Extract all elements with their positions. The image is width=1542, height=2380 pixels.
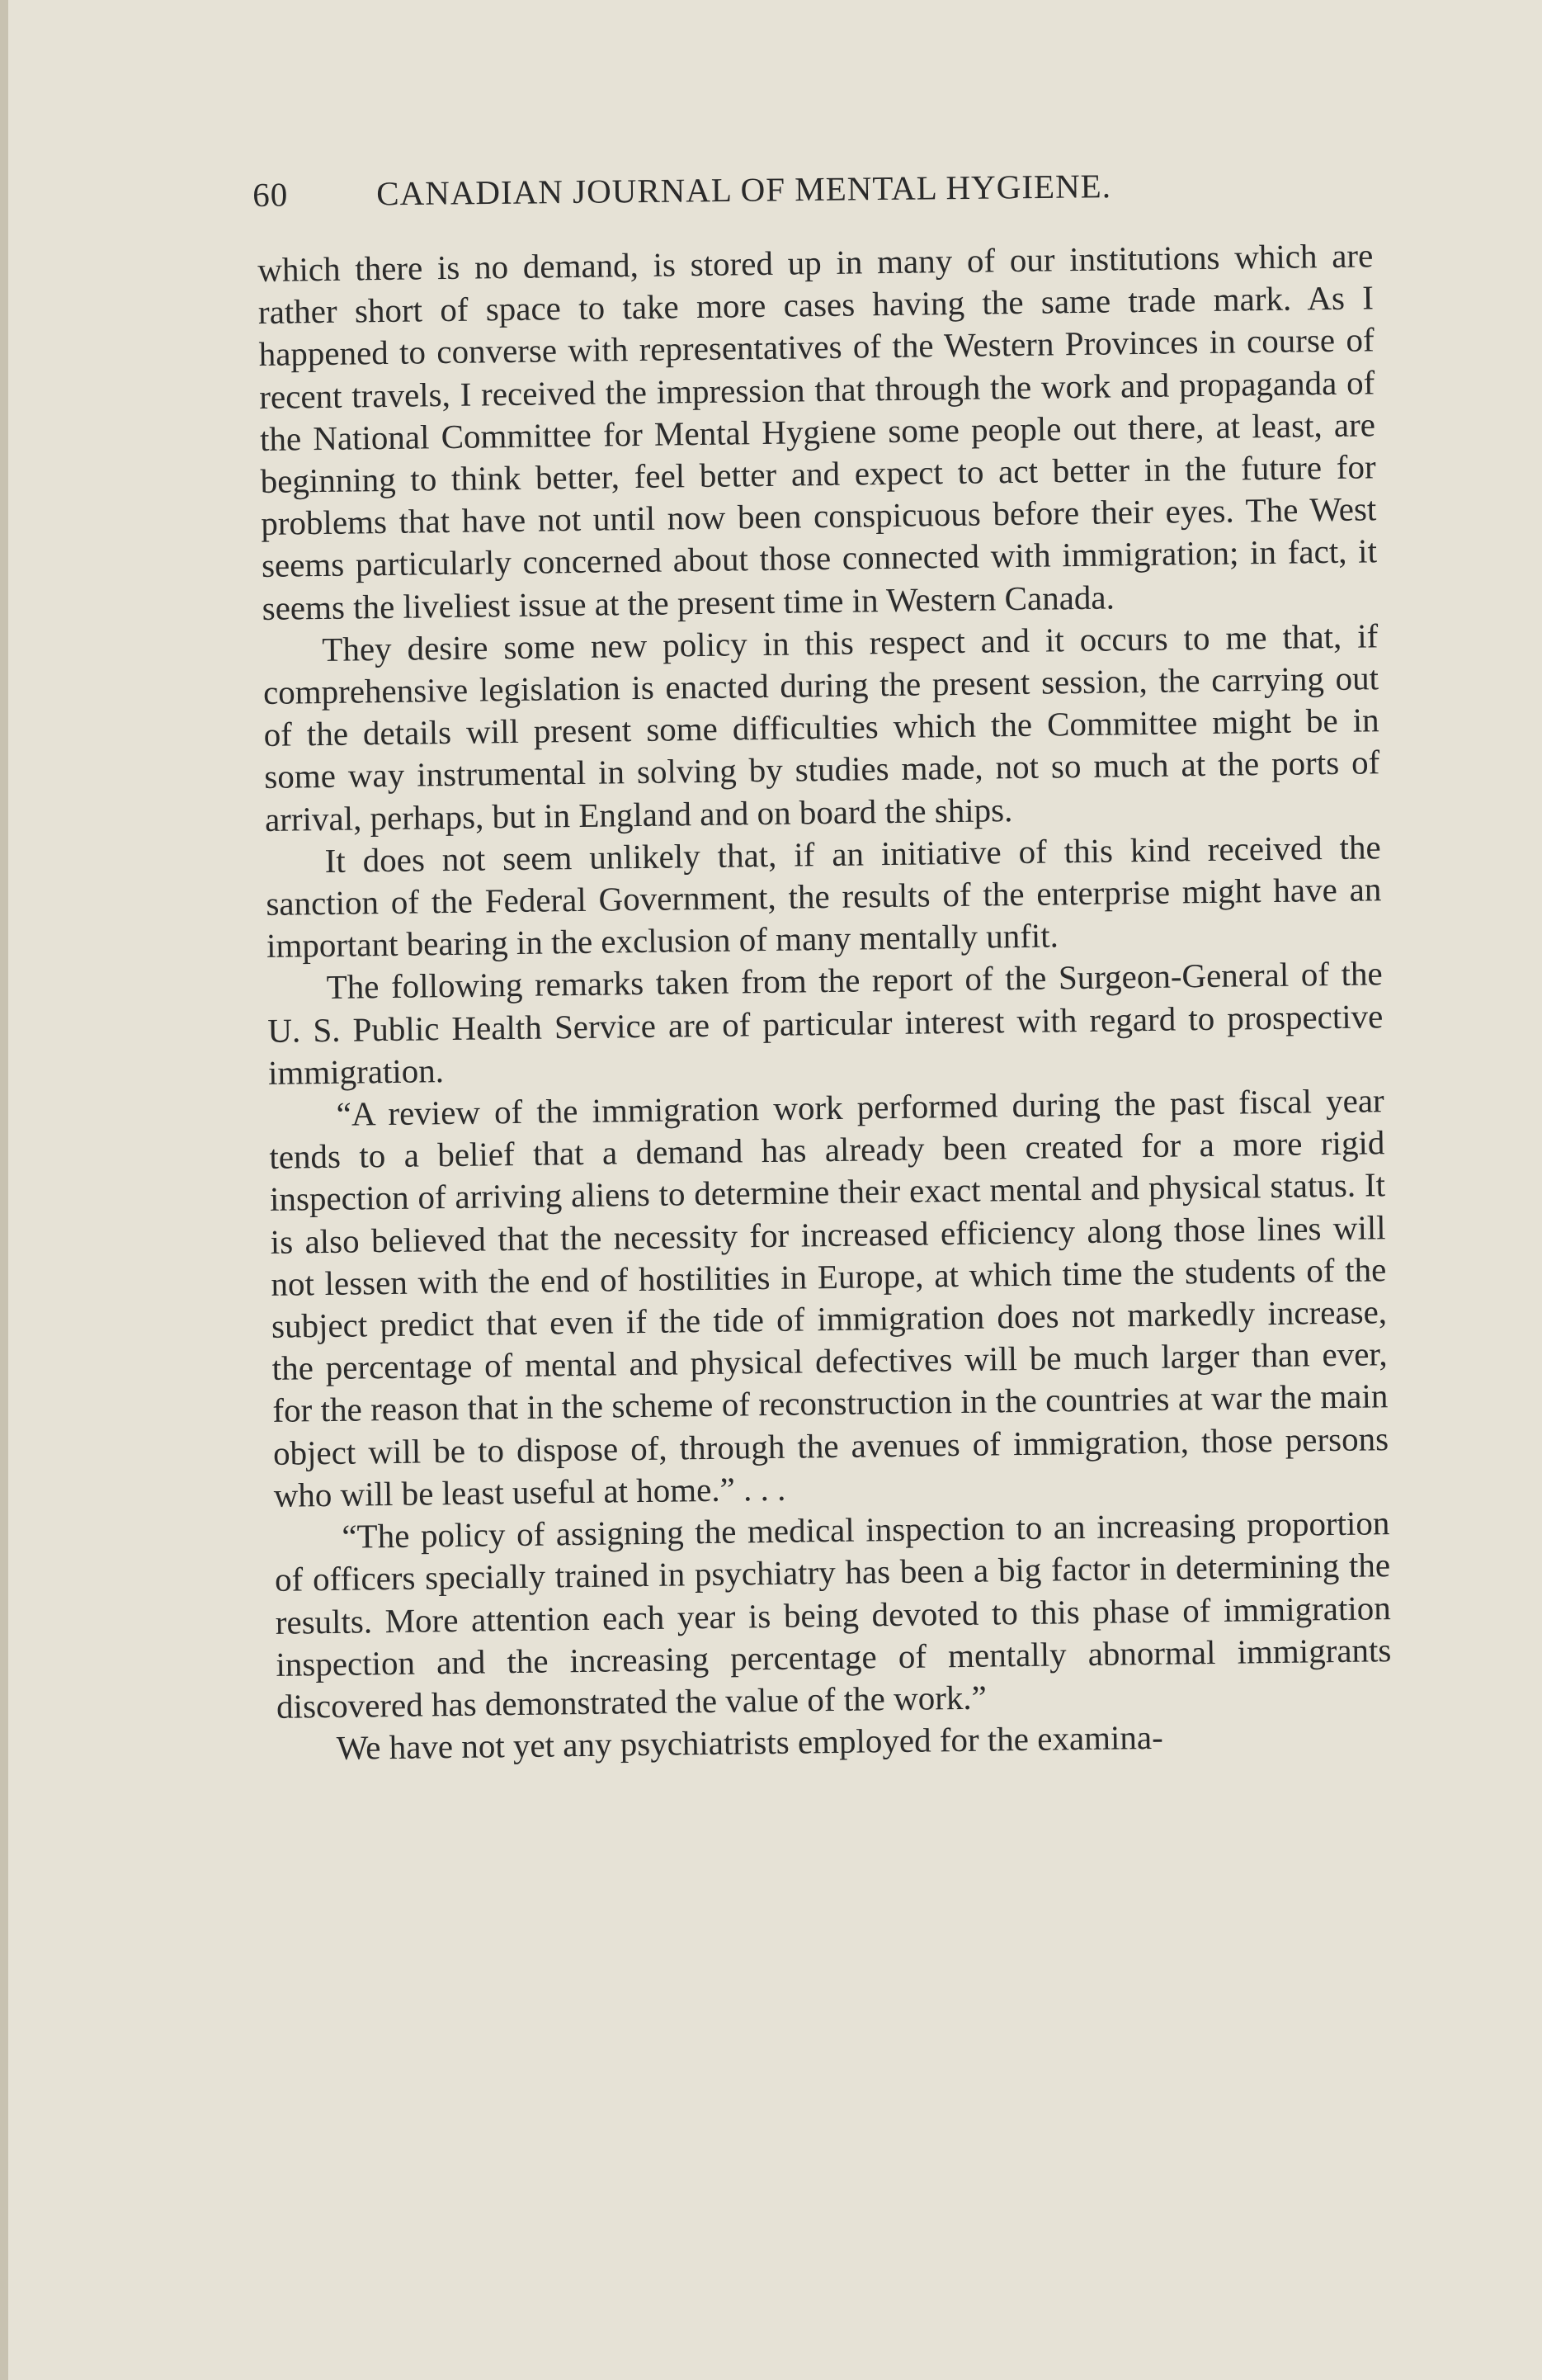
quote-review: “A review of the immigration work performed during the past fiscal year tends to a belief that a demand has already been created for a more rigid inspection of arriving aliens to determine their exact mental and physical status. It is also believed that the necessity for increased efficiency along those lines will not lessen with the end of hostilities in Europe, at which time the students of the subject predict that even if the tide of immigration does not markedly increase, the percentage of mental and physical defectives will be much larger than ever, for the reason that in the scheme of reconstruction in the countries at war the main object will be to dispose of, through the avenues of immigration, those persons who will be least useful at home.” . . . (269, 1081, 1389, 1514)
body-text (257, 234, 1393, 1770)
paragraph-initiative: It does not seem unlikely that, if an initiative of this kind received the sanction of the Federal Government, the results of the enterprise might have an important bearing in the exclusion of many mentally unfit. (266, 828, 1382, 966)
paragraph-remarks: The following remarks taken from the report of the Surgeon-General of the U. S. Public Health Service are of particular interest with regard to prospective immigration. (267, 954, 1384, 1092)
running-header (252, 164, 1267, 215)
journal-title: CANADIAN JOURNAL OF MENTAL HYGIENE. (376, 167, 1112, 213)
paragraph-continued: which there is no demand, is stored up in many of our institutions which are rather short of space to take more cases having the same trade mark. As I happened to converse with representatives of the Western Provinces in course of recent travels, I received the impression that through the work and propaganda of the National Committee for Mental Hygiene some people out there, at least, are beginning to think better, feel better and expect to act better in the future for problems that have not until now been conspicuous before their eyes. The West seems particularly concerned about those connected with immigration; in fact, it seems the liveliest issue at the present time in Western Canada. (257, 236, 1378, 627)
quote-policy: “The policy of assigning the medical inspection to an increasing proportion of officers specially trained in psychiatry has been a big factor in determining the results. More attention each year is being devoted to this phase of immigration inspection and the increasing percentage of mentally abnormal immigrants discovered has demonstrated the value of the work.” (274, 1504, 1392, 1726)
paragraph-policy: They desire some new policy in this respect and it occurs to me that, if comprehensive legislation is enacted during the present session, the carrying out of the details will present some difficulties which the Committee might be in some way instrumental in solving by studies made, not so much at the ports of arrival, perhaps, but in England and on board the ships. (262, 616, 1380, 838)
paragraph-psychiatrists: We have not yet any psychiatrists employed for the examina- (336, 1717, 1164, 1768)
page-number: 60 (252, 175, 289, 214)
